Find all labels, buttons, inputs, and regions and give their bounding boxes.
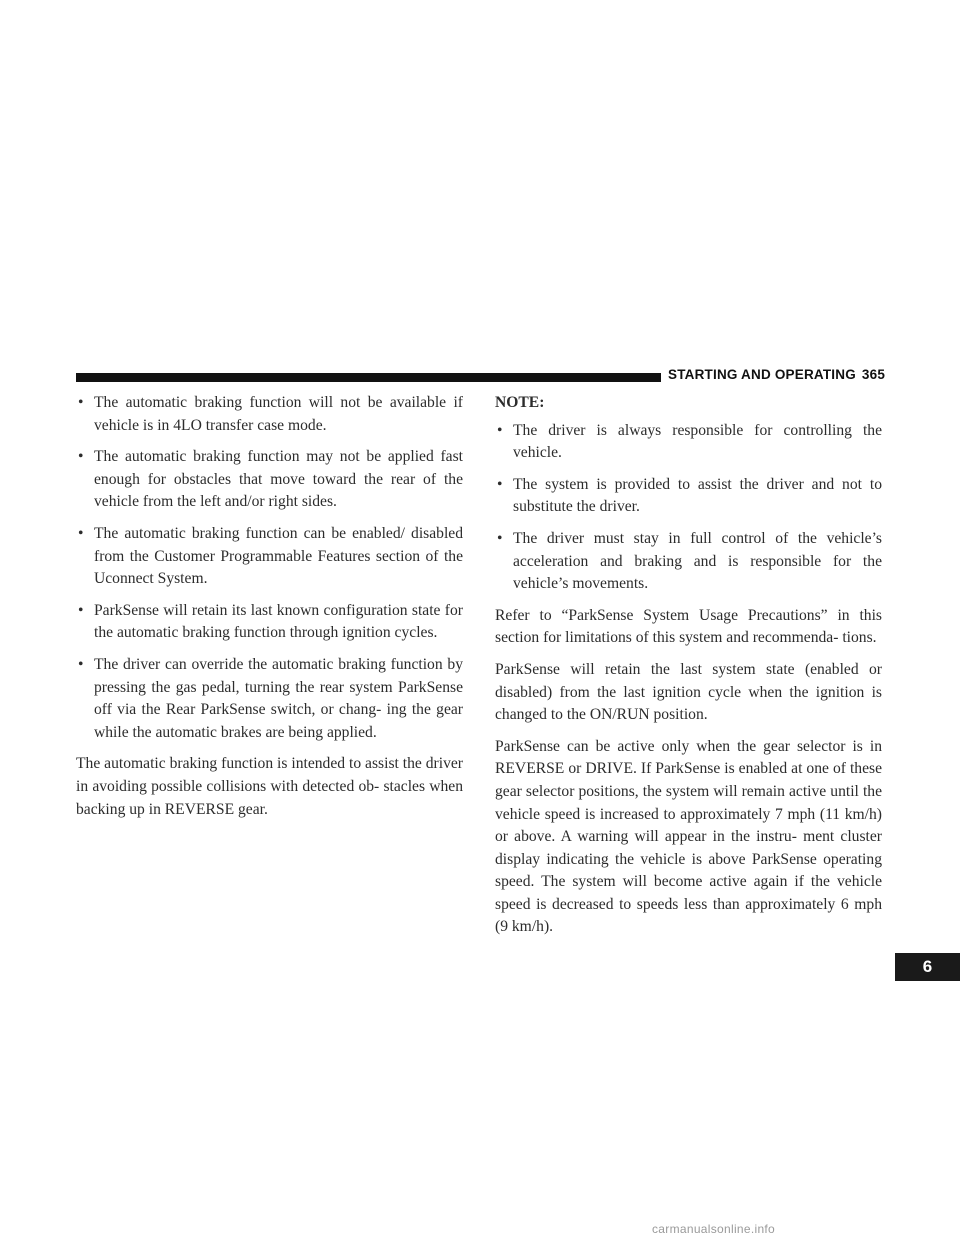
bullet-icon: • [497,475,503,493]
note-bullet-list [495,420,882,596]
body-paragraph: The automatic braking function is intended to assist the driver in avoiding possible collisions with detected ob- stacles when backing up in REVERSE gear. [76,755,463,818]
list-item-text: The driver must stay in full control of the vehicle’s acceleration and braking and is responsible for the vehicle’s movements. [513,529,882,593]
body-paragraph: ParkSense can be active only when the gear selector is in REVERSE or DRIVE. If ParkSense is enabled at one of these gear selector positions, the system will remain active until the vehicle speed is increased to approximately 7 mph (11 km/h) or above. A warning will appear in the instru- ment cluster display indicating the vehicle is above ParkSense operating speed. The system will become active again if the vehicle speed is decreased to speeds less than approximately 6 mph (9 km/h). [495,737,882,936]
list-item-text: The automatic braking function can be enabled/ disabled from the Customer Programmable Features section of the Uconnect System. [94,524,463,588]
running-header [668,367,885,382]
left-bullet-list [76,392,463,744]
header-rule [76,373,661,382]
list-item [495,474,882,519]
left-column [76,392,463,830]
list-item [76,654,463,744]
right-column [495,392,882,948]
bullet-icon: • [497,421,503,439]
list-item-text: The driver can override the automatic braking function by pressing the gas pedal, turning the rear system ParkSense off via the Rear ParkSense switch, or chang- ing the gear while the automatic brakes are being applied. [94,655,463,741]
bullet-icon: • [78,601,84,619]
list-item [76,523,463,591]
list-item-text: ParkSense will retain its last known configuration state for the automatic braking function through ignition cycles. [94,601,463,642]
list-item [495,420,882,465]
section-title: STARTING AND OPERATING [668,367,856,382]
bullet-icon: • [78,524,84,542]
list-item [76,446,463,514]
list-item-text: The automatic braking function will not be available if vehicle is in 4LO transfer case mode. [94,394,463,434]
watermark: carmanualsonline.info [652,1222,776,1236]
bullet-icon: • [497,529,503,547]
bullet-icon: • [78,448,84,466]
list-item-text: The driver is always responsible for controlling the vehicle. [513,421,882,462]
body-paragraph: Refer to “ParkSense System Usage Precautions” in this section for limitations of this system and recommenda- tions. [495,606,882,647]
note-heading: NOTE: [495,394,545,411]
bullet-icon: • [78,394,84,411]
body-paragraph: ParkSense will retain the last system state (enabled or disabled) from the last ignition cycle when the ignition is changed to the ON/RUN position. [495,660,882,724]
list-item [76,392,463,437]
bullet-icon: • [78,655,84,673]
list-item [76,600,463,645]
list-item [495,528,882,596]
list-item-text: The automatic braking function may not be applied fast enough for obstacles that move toward the rear of the vehicle from the left and/or right sides. [94,448,463,511]
page-number: 365 [861,367,886,382]
chapter-tab: 6 [895,953,960,981]
list-item-text: The system is provided to assist the driver and not to substitute the driver. [513,475,882,516]
